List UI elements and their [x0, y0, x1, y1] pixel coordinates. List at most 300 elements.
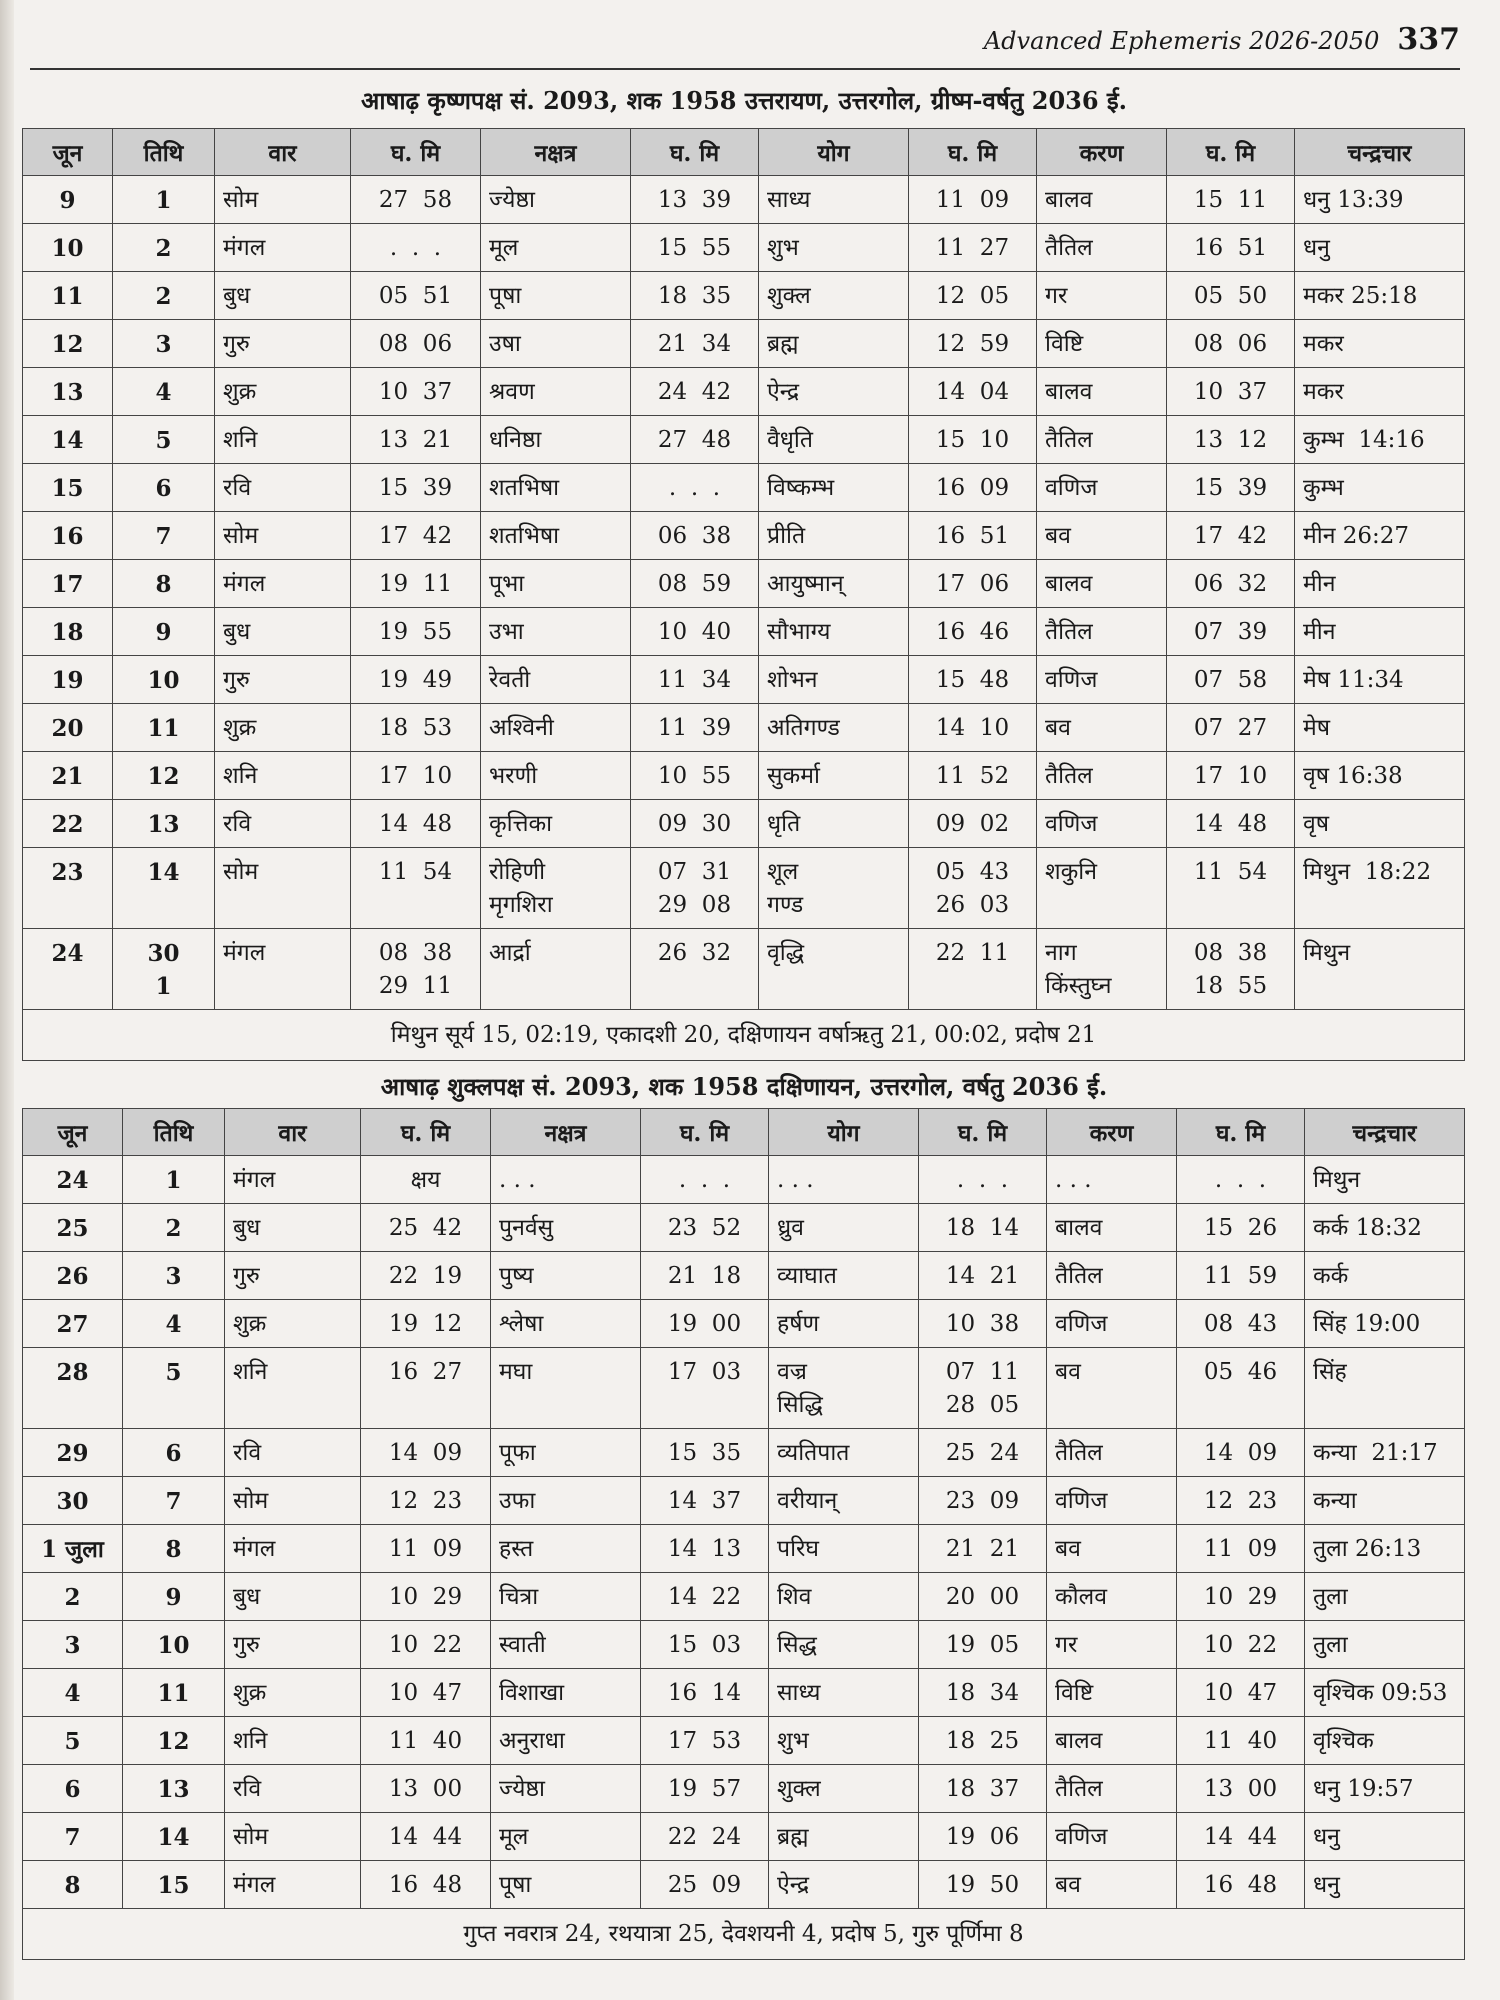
- cell-tithi: 4: [123, 1300, 225, 1348]
- cell-karana: वणिज: [1047, 1300, 1177, 1348]
- cell-nakshatra-end-time: 11 39: [631, 704, 759, 752]
- cell-yoga: शुक्ल: [759, 272, 909, 320]
- cell-moon-transit: मकर: [1295, 320, 1465, 368]
- cell-nakshatra: रेवती: [481, 656, 631, 704]
- cell-yoga-end-time: 09 02: [909, 800, 1037, 848]
- cell-karana: तैतिल: [1047, 1252, 1177, 1300]
- cell-nakshatra: शतभिषा: [481, 464, 631, 512]
- cell-yoga-end-time: 14 10: [909, 704, 1037, 752]
- column-header-moon-transit: चन्द्रचार: [1295, 129, 1465, 176]
- cell-nakshatra: अश्विनी: [481, 704, 631, 752]
- cell-karana-end-time: 11 59: [1177, 1252, 1305, 1300]
- cell-karana-end-time: 17 10: [1167, 752, 1295, 800]
- cell-nakshatra-end-time: 14 13: [641, 1525, 769, 1573]
- cell-yoga: साध्य: [769, 1669, 919, 1717]
- cell-nakshatra-end-time: 18 35: [631, 272, 759, 320]
- cell-tithi: 12: [123, 1717, 225, 1765]
- cell-yoga: ऐन्द्र: [759, 368, 909, 416]
- cell-yoga-end-time: 18 14: [919, 1204, 1047, 1252]
- ephemeris-table-krishna: [22, 128, 1465, 1061]
- cell-nakshatra-end-time: 09 30: [631, 800, 759, 848]
- cell-yoga-end-time: 18 37: [919, 1765, 1047, 1813]
- cell-tithi-end-time: 14 48: [351, 800, 481, 848]
- cell-karana: बव: [1047, 1348, 1177, 1429]
- cell-yoga: ऐन्द्र: [769, 1861, 919, 1909]
- cell-moon-transit: कुम्भ 14:16: [1295, 416, 1465, 464]
- cell-yoga-end-time: 21 21: [919, 1525, 1047, 1573]
- cell-yoga-end-time: 12 59: [909, 320, 1037, 368]
- cell-date: 23: [23, 848, 113, 929]
- cell-nakshatra: ज्येष्ठा: [491, 1765, 641, 1813]
- cell-karana-end-time: 10 29: [1177, 1573, 1305, 1621]
- cell-tithi-end-time: 14 44: [361, 1813, 491, 1861]
- cell-yoga: वज्र सिद्धि: [769, 1348, 919, 1429]
- cell-karana-end-time: 14 44: [1177, 1813, 1305, 1861]
- cell-yoga-end-time: 19 06: [919, 1813, 1047, 1861]
- cell-yoga: ध्रुव: [769, 1204, 919, 1252]
- cell-nakshatra-end-time: . . .: [641, 1156, 769, 1204]
- cell-nakshatra: पुनर्वसु: [491, 1204, 641, 1252]
- cell-weekday: शुक्र: [225, 1300, 361, 1348]
- cell-yoga-end-time: 05 43 26 03: [909, 848, 1037, 929]
- table-row: [23, 224, 1465, 272]
- table-row: [23, 1204, 1465, 1252]
- cell-weekday: मंगल: [225, 1156, 361, 1204]
- cell-moon-transit: धनु: [1305, 1861, 1465, 1909]
- cell-karana-end-time: 16 51: [1167, 224, 1295, 272]
- cell-date: 24: [23, 1156, 123, 1204]
- cell-karana-end-time: 07 39: [1167, 608, 1295, 656]
- cell-karana-end-time: 11 40: [1177, 1717, 1305, 1765]
- cell-karana: बव: [1047, 1525, 1177, 1573]
- column-header-yoga: योग: [769, 1109, 919, 1156]
- cell-nakshatra-end-time: 24 42: [631, 368, 759, 416]
- cell-tithi-end-time: 17 42: [351, 512, 481, 560]
- column-header-tithi: तिथि: [123, 1109, 225, 1156]
- table-row: [23, 848, 1465, 929]
- cell-karana: बव: [1047, 1861, 1177, 1909]
- cell-karana: वणिज: [1047, 1813, 1177, 1861]
- cell-yoga: वरीयान्: [769, 1477, 919, 1525]
- cell-weekday: शनि: [225, 1717, 361, 1765]
- column-header-nakshatra: नक्षत्र: [481, 129, 631, 176]
- cell-date: 30: [23, 1477, 123, 1525]
- cell-nakshatra-end-time: 13 39: [631, 176, 759, 224]
- cell-karana: तैतिल: [1037, 752, 1167, 800]
- table-row: [23, 1765, 1465, 1813]
- cell-karana-end-time: 11 54: [1167, 848, 1295, 929]
- cell-nakshatra-end-time: . . .: [631, 464, 759, 512]
- section-title-krishna: आषाढ़ कृष्णपक्ष सं. 2093, शक 1958 उत्तरायण, उत्तरगोल, ग्रीष्म-वर्षतु 2036 ई.: [360, 86, 1128, 115]
- cell-moon-transit: मिथुन: [1305, 1156, 1465, 1204]
- cell-karana-end-time: 05 50: [1167, 272, 1295, 320]
- cell-tithi-end-time: 05 51: [351, 272, 481, 320]
- cell-nakshatra-end-time: 10 40: [631, 608, 759, 656]
- cell-moon-transit: वृश्चिक: [1305, 1717, 1465, 1765]
- cell-weekday: शुक्र: [215, 368, 351, 416]
- cell-tithi: 3: [123, 1252, 225, 1300]
- cell-karana-end-time: 13 00: [1177, 1765, 1305, 1813]
- cell-nakshatra: . . .: [491, 1156, 641, 1204]
- cell-karana-end-time: 08 06: [1167, 320, 1295, 368]
- cell-nakshatra-end-time: 08 59: [631, 560, 759, 608]
- cell-date: 25: [23, 1204, 123, 1252]
- cell-karana: वणिज: [1047, 1477, 1177, 1525]
- cell-tithi: 14: [123, 1813, 225, 1861]
- cell-moon-transit: मिथुन 18:22: [1295, 848, 1465, 929]
- cell-date: 4: [23, 1669, 123, 1717]
- cell-tithi-end-time: 13 00: [361, 1765, 491, 1813]
- cell-nakshatra: उफा: [491, 1477, 641, 1525]
- table-row: [23, 416, 1465, 464]
- cell-date: 22: [23, 800, 113, 848]
- cell-weekday: सोम: [225, 1813, 361, 1861]
- cell-yoga-end-time: 10 38: [919, 1300, 1047, 1348]
- cell-moon-transit: मेष 11:34: [1295, 656, 1465, 704]
- cell-tithi: 9: [113, 608, 215, 656]
- cell-karana-end-time: 17 42: [1167, 512, 1295, 560]
- cell-tithi-end-time: 19 12: [361, 1300, 491, 1348]
- cell-date: 13: [23, 368, 113, 416]
- column-header-date: जून: [23, 129, 113, 176]
- cell-tithi: 5: [123, 1348, 225, 1429]
- cell-date: 9: [23, 176, 113, 224]
- column-header-tithi-end-time: घ. मि: [351, 129, 481, 176]
- cell-date: 27: [23, 1300, 123, 1348]
- cell-karana: विष्टि: [1037, 320, 1167, 368]
- cell-yoga-end-time: 16 46: [909, 608, 1037, 656]
- cell-karana: बव: [1037, 704, 1167, 752]
- cell-tithi-end-time: 10 37: [351, 368, 481, 416]
- cell-date: 18: [23, 608, 113, 656]
- cell-karana: नाग किंस्तुघ्न: [1037, 929, 1167, 1010]
- cell-date: 20: [23, 704, 113, 752]
- table-row: [23, 1477, 1465, 1525]
- cell-yoga: शुभ: [759, 224, 909, 272]
- cell-yoga: सौभाग्य: [759, 608, 909, 656]
- cell-karana-end-time: 08 38 18 55: [1167, 929, 1295, 1010]
- cell-weekday: शुक्र: [225, 1669, 361, 1717]
- column-header-yoga-end-time: घ. मि: [909, 129, 1037, 176]
- cell-tithi: 13: [113, 800, 215, 848]
- cell-tithi: 10: [113, 656, 215, 704]
- cell-yoga: हर्षण: [769, 1300, 919, 1348]
- cell-karana-end-time: 13 12: [1167, 416, 1295, 464]
- table-row: [23, 1861, 1465, 1909]
- cell-nakshatra-end-time: 27 48: [631, 416, 759, 464]
- cell-moon-transit: सिंह 19:00: [1305, 1300, 1465, 1348]
- cell-tithi-end-time: 14 09: [361, 1429, 491, 1477]
- cell-yoga-end-time: . . .: [919, 1156, 1047, 1204]
- column-header-yoga: योग: [759, 129, 909, 176]
- cell-karana: तैतिल: [1037, 224, 1167, 272]
- cell-tithi: 2: [123, 1204, 225, 1252]
- cell-weekday: मंगल: [215, 929, 351, 1010]
- column-header-nakshatra-end-time: घ. मि: [641, 1109, 769, 1156]
- cell-tithi-end-time: क्षय: [361, 1156, 491, 1204]
- cell-nakshatra: पूफा: [491, 1429, 641, 1477]
- cell-moon-transit: वृष: [1295, 800, 1465, 848]
- cell-yoga-end-time: 11 52: [909, 752, 1037, 800]
- cell-yoga-end-time: 11 09: [909, 176, 1037, 224]
- table-row: [23, 368, 1465, 416]
- cell-tithi-end-time: 22 19: [361, 1252, 491, 1300]
- cell-nakshatra: हस्त: [491, 1525, 641, 1573]
- festival-notes-row: [23, 1010, 1465, 1061]
- cell-moon-transit: तुला 26:13: [1305, 1525, 1465, 1573]
- cell-moon-transit: कन्या 21:17: [1305, 1429, 1465, 1477]
- cell-yoga-end-time: 25 24: [919, 1429, 1047, 1477]
- cell-moon-transit: तुला: [1305, 1573, 1465, 1621]
- cell-nakshatra: आर्द्रा: [481, 929, 631, 1010]
- cell-weekday: मंगल: [225, 1525, 361, 1573]
- column-header-date: जून: [23, 1109, 123, 1156]
- cell-tithi: 7: [123, 1477, 225, 1525]
- cell-karana-end-time: 15 26: [1177, 1204, 1305, 1252]
- cell-yoga-end-time: 16 09: [909, 464, 1037, 512]
- cell-moon-transit: धनु 19:57: [1305, 1765, 1465, 1813]
- cell-moon-transit: तुला: [1305, 1621, 1465, 1669]
- cell-karana: बालव: [1047, 1204, 1177, 1252]
- cell-yoga: परिघ: [769, 1525, 919, 1573]
- cell-yoga: विष्कम्भ: [759, 464, 909, 512]
- cell-karana: बव: [1037, 512, 1167, 560]
- cell-yoga: शुक्ल: [769, 1765, 919, 1813]
- cell-moon-transit: कन्या: [1305, 1477, 1465, 1525]
- cell-weekday: बुध: [225, 1573, 361, 1621]
- table-row: [23, 800, 1465, 848]
- cell-nakshatra-end-time: 10 55: [631, 752, 759, 800]
- cell-yoga: शिव: [769, 1573, 919, 1621]
- cell-tithi-end-time: 17 10: [351, 752, 481, 800]
- cell-weekday: मंगल: [215, 560, 351, 608]
- cell-yoga-end-time: 15 10: [909, 416, 1037, 464]
- table-row: [23, 608, 1465, 656]
- cell-yoga: आयुष्मान्: [759, 560, 909, 608]
- cell-yoga-end-time: 11 27: [909, 224, 1037, 272]
- cell-tithi: 6: [123, 1429, 225, 1477]
- cell-moon-transit: धनु: [1295, 224, 1465, 272]
- cell-karana-end-time: . . .: [1177, 1156, 1305, 1204]
- cell-weekday: मंगल: [225, 1861, 361, 1909]
- cell-tithi: 11: [123, 1669, 225, 1717]
- cell-tithi: 5: [113, 416, 215, 464]
- cell-nakshatra: पुष्य: [491, 1252, 641, 1300]
- cell-yoga: ब्रह्म: [769, 1813, 919, 1861]
- cell-karana: बालव: [1047, 1717, 1177, 1765]
- cell-nakshatra: पूभा: [481, 560, 631, 608]
- cell-tithi: 6: [113, 464, 215, 512]
- cell-tithi: 9: [123, 1573, 225, 1621]
- cell-tithi-end-time: 11 40: [361, 1717, 491, 1765]
- table-row: [23, 1621, 1465, 1669]
- cell-weekday: सोम: [215, 848, 351, 929]
- column-header-weekday: वार: [225, 1109, 361, 1156]
- cell-moon-transit: सिंह: [1305, 1348, 1465, 1429]
- cell-karana-end-time: 10 22: [1177, 1621, 1305, 1669]
- column-header-karana: करण: [1047, 1109, 1177, 1156]
- cell-yoga-end-time: 12 05: [909, 272, 1037, 320]
- column-header-moon-transit: चन्द्रचार: [1305, 1109, 1465, 1156]
- festival-notes: गुप्त नवरात्र 24, रथयात्रा 25, देवशयनी 4, प्रदोष 5, गुरु पूर्णिमा 8: [23, 1909, 1465, 1960]
- cell-karana: बालव: [1037, 176, 1167, 224]
- cell-date: 5: [23, 1717, 123, 1765]
- table-row: [23, 1717, 1465, 1765]
- cell-tithi: 13: [123, 1765, 225, 1813]
- cell-date: 26: [23, 1252, 123, 1300]
- cell-karana-end-time: 14 09: [1177, 1429, 1305, 1477]
- cell-date: 14: [23, 416, 113, 464]
- cell-moon-transit: कुम्भ: [1295, 464, 1465, 512]
- cell-moon-transit: धनु 13:39: [1295, 176, 1465, 224]
- cell-nakshatra: स्वाती: [491, 1621, 641, 1669]
- cell-nakshatra: उभा: [481, 608, 631, 656]
- column-header-nakshatra-end-time: घ. मि: [631, 129, 759, 176]
- cell-weekday: बुध: [215, 272, 351, 320]
- section-title-shukla: आषाढ़ शुक्लपक्ष सं. 2093, शक 1958 दक्षिणायन, उत्तरगोल, वर्षतु 2036 ई.: [380, 1072, 1108, 1101]
- cell-nakshatra: पूषा: [481, 272, 631, 320]
- cell-yoga-end-time: 19 50: [919, 1861, 1047, 1909]
- column-header-tithi-end-time: घ. मि: [361, 1109, 491, 1156]
- cell-tithi-end-time: 16 27: [361, 1348, 491, 1429]
- cell-yoga: वृद्धि: [759, 929, 909, 1010]
- cell-moon-transit: मकर 25:18: [1295, 272, 1465, 320]
- cell-yoga: शूल गण्ड: [759, 848, 909, 929]
- cell-tithi-end-time: 15 39: [351, 464, 481, 512]
- column-header-karana: करण: [1037, 129, 1167, 176]
- cell-karana: बालव: [1037, 560, 1167, 608]
- cell-date: 8: [23, 1861, 123, 1909]
- cell-tithi-end-time: 10 29: [361, 1573, 491, 1621]
- cell-karana-end-time: 15 39: [1167, 464, 1295, 512]
- cell-nakshatra: कृत्तिका: [481, 800, 631, 848]
- table-row: [23, 560, 1465, 608]
- column-header-weekday: वार: [215, 129, 351, 176]
- cell-weekday: शनि: [215, 416, 351, 464]
- cell-karana-end-time: 10 47: [1177, 1669, 1305, 1717]
- cell-moon-transit: मीन 26:27: [1295, 512, 1465, 560]
- cell-date: 12: [23, 320, 113, 368]
- cell-tithi: 2: [113, 224, 215, 272]
- cell-nakshatra: भरणी: [481, 752, 631, 800]
- cell-moon-transit: मीन: [1295, 608, 1465, 656]
- cell-nakshatra-end-time: 19 00: [641, 1300, 769, 1348]
- cell-nakshatra: मूल: [481, 224, 631, 272]
- cell-moon-transit: वृष 16:38: [1295, 752, 1465, 800]
- cell-tithi-end-time: 11 54: [351, 848, 481, 929]
- column-header-karana-end-time: घ. मि: [1177, 1109, 1305, 1156]
- table-row: [23, 752, 1465, 800]
- cell-yoga-end-time: 17 06: [909, 560, 1037, 608]
- cell-nakshatra: श्लेषा: [491, 1300, 641, 1348]
- cell-nakshatra-end-time: 19 57: [641, 1765, 769, 1813]
- cell-yoga-end-time: 22 11: [909, 929, 1037, 1010]
- table-row: [23, 1429, 1465, 1477]
- cell-yoga: सिद्ध: [769, 1621, 919, 1669]
- cell-date: 2: [23, 1573, 123, 1621]
- cell-weekday: बुध: [215, 608, 351, 656]
- cell-date: 28: [23, 1348, 123, 1429]
- cell-nakshatra-end-time: 26 32: [631, 929, 759, 1010]
- cell-nakshatra: रोहिणी मृगशिरा: [481, 848, 631, 929]
- table-row: [23, 704, 1465, 752]
- cell-yoga-end-time: 15 48: [909, 656, 1037, 704]
- table-header-row: [23, 129, 1465, 176]
- page-binding-shadow: [0, 0, 14, 2000]
- cell-nakshatra-end-time: 16 14: [641, 1669, 769, 1717]
- cell-karana: बालव: [1037, 368, 1167, 416]
- cell-karana-end-time: 11 09: [1177, 1525, 1305, 1573]
- cell-weekday: शनि: [215, 752, 351, 800]
- cell-yoga: साध्य: [759, 176, 909, 224]
- cell-tithi: 3: [113, 320, 215, 368]
- column-header-karana-end-time: घ. मि: [1167, 129, 1295, 176]
- cell-moon-transit: मकर: [1295, 368, 1465, 416]
- cell-karana-end-time: 16 48: [1177, 1861, 1305, 1909]
- cell-moon-transit: धनु: [1305, 1813, 1465, 1861]
- cell-yoga: शोभन: [759, 656, 909, 704]
- cell-nakshatra-end-time: 15 03: [641, 1621, 769, 1669]
- table-row: [23, 1573, 1465, 1621]
- cell-karana-end-time: 06 32: [1167, 560, 1295, 608]
- column-header-yoga-end-time: घ. मि: [919, 1109, 1047, 1156]
- cell-date: 29: [23, 1429, 123, 1477]
- cell-weekday: सोम: [215, 176, 351, 224]
- cell-karana-end-time: 05 46: [1177, 1348, 1305, 1429]
- table-row: [23, 1156, 1465, 1204]
- cell-karana: शकुनि: [1037, 848, 1167, 929]
- cell-yoga: वैधृति: [759, 416, 909, 464]
- cell-tithi-end-time: 10 22: [361, 1621, 491, 1669]
- cell-yoga: व्यतिपात: [769, 1429, 919, 1477]
- cell-karana: वणिज: [1037, 464, 1167, 512]
- cell-date: 21: [23, 752, 113, 800]
- cell-yoga: ब्रह्म: [759, 320, 909, 368]
- cell-nakshatra: चित्रा: [491, 1573, 641, 1621]
- cell-tithi-end-time: 27 58: [351, 176, 481, 224]
- column-header-tithi: तिथि: [113, 129, 215, 176]
- cell-weekday: रवि: [225, 1429, 361, 1477]
- cell-weekday: रवि: [215, 464, 351, 512]
- cell-nakshatra-end-time: 25 09: [641, 1861, 769, 1909]
- table-row: [23, 1300, 1465, 1348]
- cell-weekday: सोम: [225, 1477, 361, 1525]
- cell-tithi: 8: [113, 560, 215, 608]
- cell-nakshatra-end-time: 22 24: [641, 1813, 769, 1861]
- cell-weekday: शनि: [225, 1348, 361, 1429]
- table-row: [23, 320, 1465, 368]
- cell-tithi-end-time: 08 06: [351, 320, 481, 368]
- cell-karana: तैतिल: [1047, 1765, 1177, 1813]
- cell-tithi-end-time: 08 38 29 11: [351, 929, 481, 1010]
- cell-yoga-end-time: 19 05: [919, 1621, 1047, 1669]
- table-row: [23, 656, 1465, 704]
- cell-nakshatra-end-time: 21 18: [641, 1252, 769, 1300]
- cell-moon-transit: मीन: [1295, 560, 1465, 608]
- cell-tithi: 30 1: [113, 929, 215, 1010]
- cell-weekday: सोम: [215, 512, 351, 560]
- column-header-nakshatra: नक्षत्र: [491, 1109, 641, 1156]
- cell-nakshatra-end-time: 21 34: [631, 320, 759, 368]
- cell-nakshatra-end-time: 11 34: [631, 656, 759, 704]
- table-row: [23, 1252, 1465, 1300]
- cell-tithi-end-time: . . .: [351, 224, 481, 272]
- cell-karana-end-time: 12 23: [1177, 1477, 1305, 1525]
- cell-nakshatra-end-time: 17 03: [641, 1348, 769, 1429]
- cell-tithi: 4: [113, 368, 215, 416]
- cell-karana-end-time: 15 11: [1167, 176, 1295, 224]
- festival-notes-row: [23, 1909, 1465, 1960]
